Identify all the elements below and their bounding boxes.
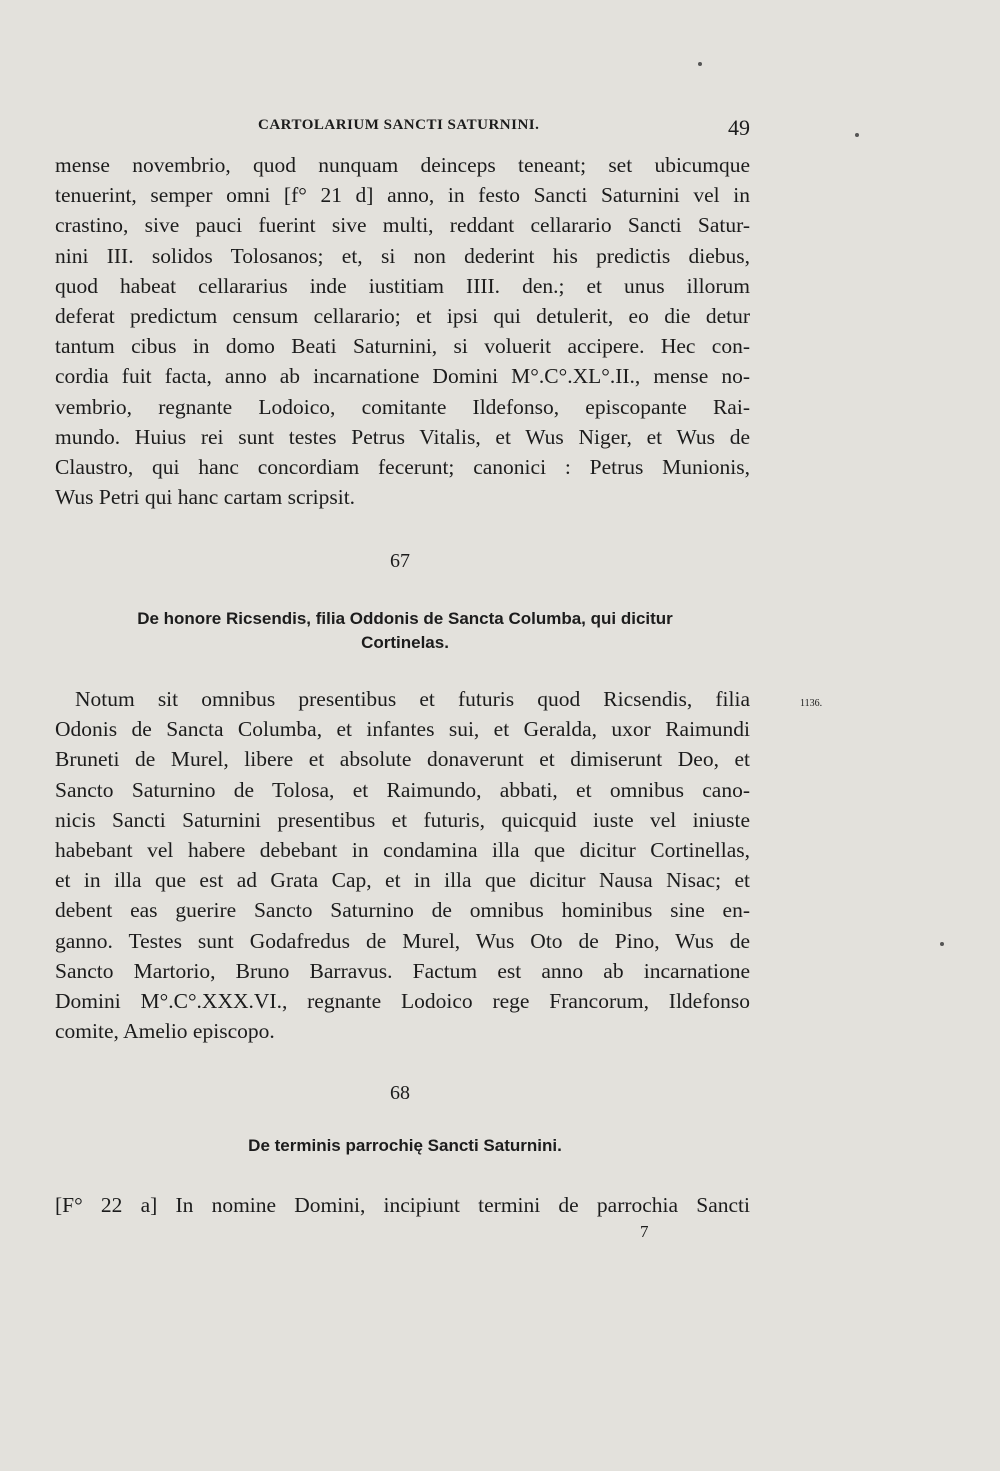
text-line: mundo. Huius rei sunt testes Petrus Vitalis, et Wus Niger, et Wus de	[55, 424, 750, 449]
charter-title-68: De terminis parrochię Sancti Saturnini.	[248, 1136, 562, 1155]
text-line: Claustro, qui hanc concordiam fecerunt; canonici : Petrus Munionis,	[55, 454, 750, 479]
charter-title-line: De honore Ricsendis, filia Oddonis de Sancta Columba, qui dicitur	[137, 609, 673, 628]
text-line: cordia fuit facta, anno ab incarnatione Domini M°.C°.XL°.II., mense no-	[55, 364, 750, 389]
text-line: Sancto Saturnino de Tolosa, et Raimundo, abbati, et omnibus cano-	[55, 777, 750, 802]
text-line: crastino, sive pauci fuerint sive multi, reddant cellarario Sancti Satur-	[55, 213, 750, 238]
text-line: quod habeat cellararius inde iustitiam IIII. den.; et unus illorum	[55, 273, 750, 298]
text-line: Notum sit omnibus presentibus et futuris quod Ricsendis, filia	[75, 687, 750, 711]
page-speck	[698, 62, 702, 66]
margin-date: 1136.	[800, 698, 823, 709]
text-line: Domini M°.C°.XXX.VI., regnante Lodoico rege Francorum, Ildefonso	[55, 988, 750, 1013]
text-line: nicis Sancti Saturnini presentibus et futuris, quicquid iuste vel iniuste	[55, 807, 750, 832]
page-speck	[855, 133, 859, 137]
page-number: 49	[728, 115, 750, 140]
text-line: debent eas guerire Sancto Saturnino de omnibus hominibus sine en-	[55, 898, 750, 923]
text-line: habebant vel habere debebant in condamina illa que dicitur Cortinellas,	[55, 837, 750, 862]
text-line: et in illa que est ad Grata Cap, et in illa que dicitur Nausa Nisac; et	[55, 868, 750, 893]
page-speck	[940, 942, 944, 946]
text-line: vembrio, regnante Lodoico, comitante Ildefonso, episcopante Rai-	[55, 394, 750, 419]
signature-mark: 7	[640, 1222, 649, 1241]
continued-charter-text	[55, 150, 750, 512]
charter-number-68: 68	[390, 1082, 410, 1104]
charter-number-67: 67	[390, 550, 410, 572]
text-line: nini III. solidos Tolosanos; et, si non dederint his predictis diebus,	[55, 243, 750, 268]
text-line: Odonis de Sancta Columba, et infantes sui, et Geralda, uxor Raimundi	[55, 717, 750, 742]
text-line: ganno. Testes sunt Godafredus de Murel, Wus Oto de Pino, Wus de	[55, 928, 750, 953]
text-line: Sancto Martorio, Bruno Barravus. Factum est anno ab incarnatione	[55, 958, 750, 983]
text-line: tantum cibus in domo Beati Saturnini, si voluerit accipere. Hec con-	[55, 334, 750, 359]
text-line: Wus Petri qui hanc cartam scripsit.	[55, 485, 356, 510]
text-line: Bruneti de Murel, libere et absolute donaverunt et dimiserunt Deo, et	[55, 747, 750, 772]
text-line: [F° 22 a] In nomine Domini, incipiunt termini de parrochia Sancti	[55, 1193, 750, 1217]
charter-title-67	[75, 607, 735, 655]
text-line: comite, Amelio episcopo.	[55, 1019, 275, 1044]
text-line: mense novembrio, quod nunquam deinceps teneant; set ubicumque	[55, 153, 750, 177]
charter-text-68	[55, 1190, 750, 1220]
text-line: tenuerint, semper omni [f° 21 d] anno, in festo Sancti Saturnini vel in	[55, 183, 750, 208]
charter-text-67	[55, 684, 750, 1046]
charter-title-line: Cortinelas.	[361, 633, 449, 652]
text-line: deferat predictum censum cellarario; et ipsi qui detulerit, eo die detur	[55, 303, 750, 328]
running-head: CARTOLARIUM SANCTI SATURNINI.	[258, 117, 540, 133]
